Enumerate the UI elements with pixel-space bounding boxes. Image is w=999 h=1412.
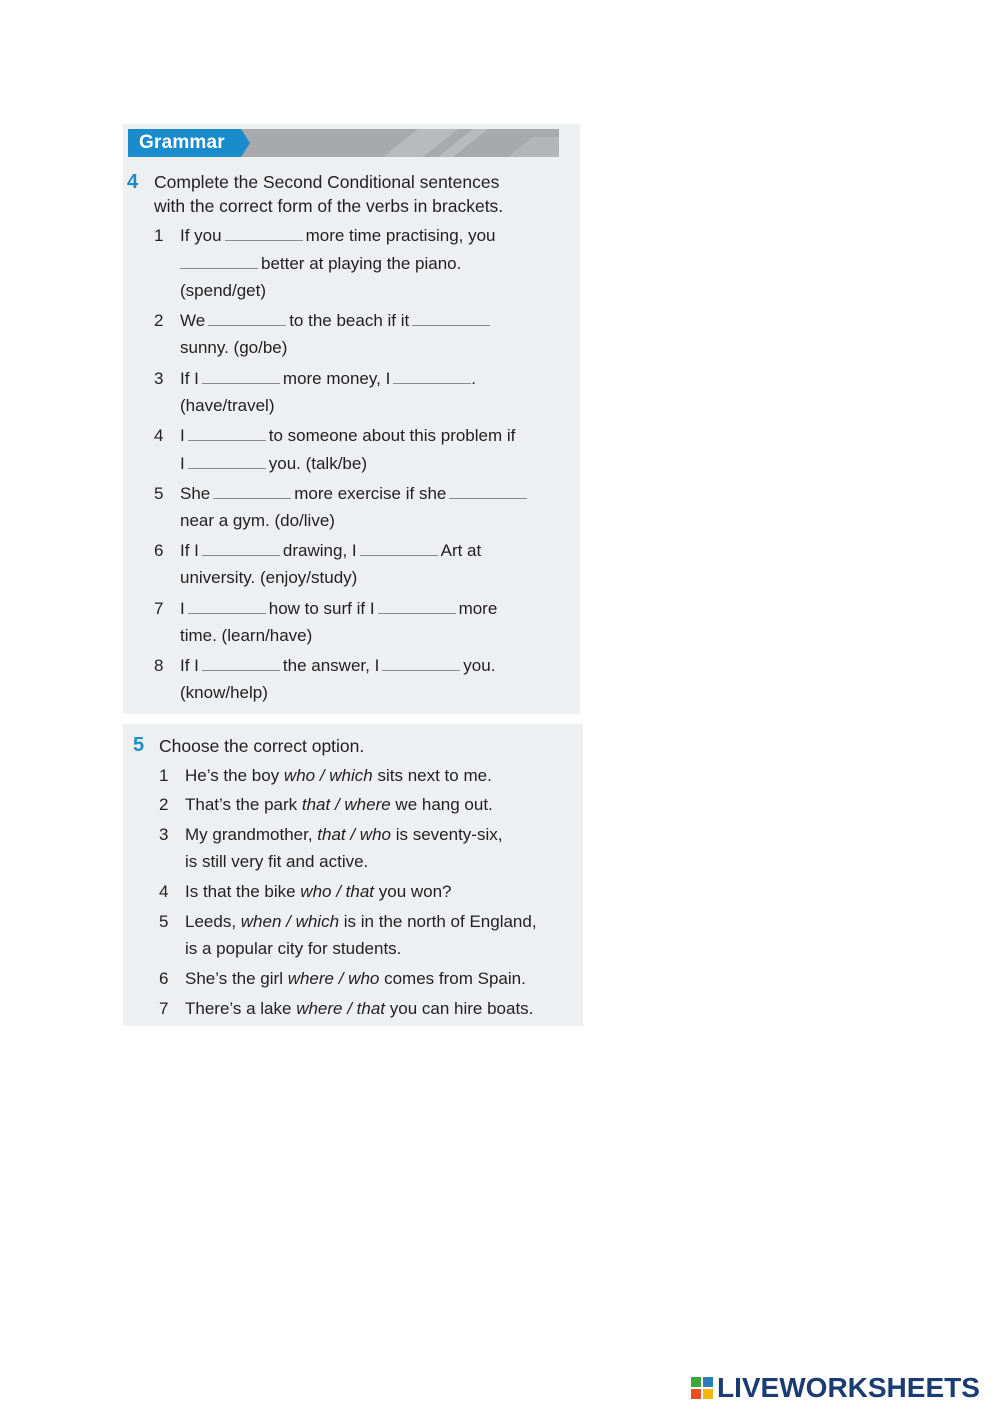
exercise-4-instruction-line1: Complete the Second Conditional sentences [154, 172, 500, 192]
exercise-4-item-5-line2: near a gym. (do/live) [180, 511, 335, 530]
answer-blank[interactable] [393, 382, 471, 384]
item-text: more exercise if she [294, 484, 447, 503]
exercise-5-item-3-line2: is still very fit and active. [185, 852, 369, 871]
exercise-4-item-5-line1 [180, 484, 530, 504]
answer-blank[interactable] [208, 324, 286, 326]
answer-blank[interactable] [382, 669, 460, 671]
item-text: is in the north of England, [339, 912, 537, 931]
item-number: 4 [154, 426, 164, 445]
item-number: 5 [154, 484, 164, 503]
exercise-5-item-5-line2: is a popular city for students. [185, 939, 402, 958]
exercise-5-item-1 [185, 766, 492, 786]
option-choice[interactable]: where / who [287, 969, 380, 988]
item-number: 6 [159, 969, 169, 988]
item-text: you. [463, 656, 496, 675]
item-text: Art at [440, 541, 482, 560]
option-choice[interactable]: who / which [283, 766, 373, 785]
answer-blank[interactable] [449, 497, 527, 499]
exercise-5-number: 5 [133, 734, 145, 756]
item-text: you won? [374, 882, 452, 901]
item-text: I [180, 599, 185, 618]
exercise-5-item-6 [185, 969, 526, 989]
exercise-5-item-3-line1 [185, 825, 502, 845]
item-text: you can hire boats. [385, 999, 534, 1018]
exercise-5-instruction: Choose the correct option. [159, 736, 365, 756]
item-text: how to surf if I [268, 599, 375, 618]
answer-blank[interactable] [412, 324, 490, 326]
item-text: I [180, 454, 185, 473]
item-number: 3 [159, 825, 169, 844]
exercise-4-item-1-line1 [180, 226, 496, 246]
option-choice[interactable]: where / that [296, 999, 386, 1018]
liveworksheets-logo[interactable] [691, 1374, 991, 1402]
item-number: 7 [154, 599, 164, 618]
item-text: more time practising, you [305, 226, 496, 245]
item-text: to someone about this problem if [268, 426, 516, 445]
answer-blank[interactable] [180, 267, 258, 269]
exercise-4-item-1-line2 [180, 254, 461, 274]
logo-squares-icon [691, 1377, 713, 1399]
answer-blank[interactable] [213, 497, 291, 499]
answer-blank[interactable] [360, 554, 438, 556]
option-choice[interactable]: that / where [301, 795, 391, 814]
item-number: 5 [159, 912, 169, 931]
exercise-4-item-4-line1 [180, 426, 515, 446]
item-text: We [180, 311, 206, 330]
answer-blank[interactable] [202, 382, 280, 384]
exercise-4-instruction-line2: with the correct form of the verbs in brackets. [154, 196, 504, 216]
answer-blank[interactable] [225, 239, 303, 241]
exercise-4-panel [123, 124, 580, 714]
item-number: 2 [154, 311, 164, 330]
answer-blank[interactable] [202, 669, 280, 671]
item-text: you. (talk/be) [268, 454, 367, 473]
answer-blank[interactable] [378, 612, 456, 614]
exercise-4-item-3-line2: (have/travel) [180, 396, 275, 415]
item-text: If I [180, 541, 199, 560]
item-text: She [180, 484, 211, 503]
answer-blank[interactable] [188, 612, 266, 614]
item-text: She’s the girl [185, 969, 288, 988]
option-choice[interactable]: that / who [317, 825, 391, 844]
option-choice[interactable]: when / which [240, 912, 340, 931]
item-text: more [458, 599, 498, 618]
exercise-4-item-1-line3: (spend/get) [180, 281, 266, 300]
item-text: more money, I [282, 369, 391, 388]
exercise-4-number: 4 [127, 171, 139, 193]
item-number: 7 [159, 999, 169, 1018]
item-text: My grandmother, [185, 825, 318, 844]
item-text: better at playing the piano. [261, 254, 462, 273]
item-number: 3 [154, 369, 164, 388]
exercise-5-item-2 [185, 795, 493, 815]
exercise-4-item-2-line1 [180, 311, 493, 331]
item-text: If I [180, 656, 199, 675]
exercise-4-item-2-line2: sunny. (go/be) [180, 338, 288, 357]
item-text: He’s the boy [185, 766, 284, 785]
item-text: comes from Spain. [379, 969, 526, 988]
exercise-4-item-3-line1 [180, 369, 476, 389]
item-text: There’s a lake [185, 999, 297, 1018]
exercise-5-item-4 [185, 882, 452, 902]
exercise-4-item-6-line1 [180, 541, 481, 561]
item-text: is seventy-six, [391, 825, 503, 844]
exercise-4-item-4-line2 [180, 454, 367, 474]
item-text: we hang out. [390, 795, 493, 814]
item-text: If I [180, 369, 199, 388]
item-number: 1 [154, 226, 164, 245]
option-choice[interactable]: who / that [300, 882, 375, 901]
item-number: 6 [154, 541, 164, 560]
exercise-4-item-8-line1 [180, 656, 495, 676]
exercise-4-item-8-line2: (know/help) [180, 683, 268, 702]
item-number: 2 [159, 795, 169, 814]
answer-blank[interactable] [202, 554, 280, 556]
item-text: That’s the park [185, 795, 302, 814]
item-text: Is that the bike [185, 882, 301, 901]
item-number: 8 [154, 656, 164, 675]
item-text: Leeds, [185, 912, 241, 931]
exercise-5-panel [123, 724, 583, 1026]
grammar-header-bar [128, 129, 559, 157]
item-text: . [471, 369, 477, 388]
item-text: I [180, 426, 185, 445]
item-text: drawing, I [282, 541, 357, 560]
logo-text: LIVEWORKSHEETS [717, 1372, 980, 1403]
exercise-5-item-7 [185, 999, 533, 1019]
item-text: to the beach if it [289, 311, 410, 330]
exercise-4-item-6-line2: university. (enjoy/study) [180, 568, 358, 587]
item-number: 1 [159, 766, 169, 785]
exercise-5-item-5-line1 [185, 912, 537, 932]
item-number: 4 [159, 882, 169, 901]
answer-blank[interactable] [188, 467, 266, 469]
item-text: the answer, I [282, 656, 380, 675]
item-text: sits next to me. [372, 766, 492, 785]
grammar-heading: Grammar [139, 132, 225, 153]
exercise-4-item-7-line1 [180, 599, 497, 619]
item-text: If you [180, 226, 222, 245]
exercise-4-item-7-line2: time. (learn/have) [180, 626, 313, 645]
answer-blank[interactable] [188, 439, 266, 441]
